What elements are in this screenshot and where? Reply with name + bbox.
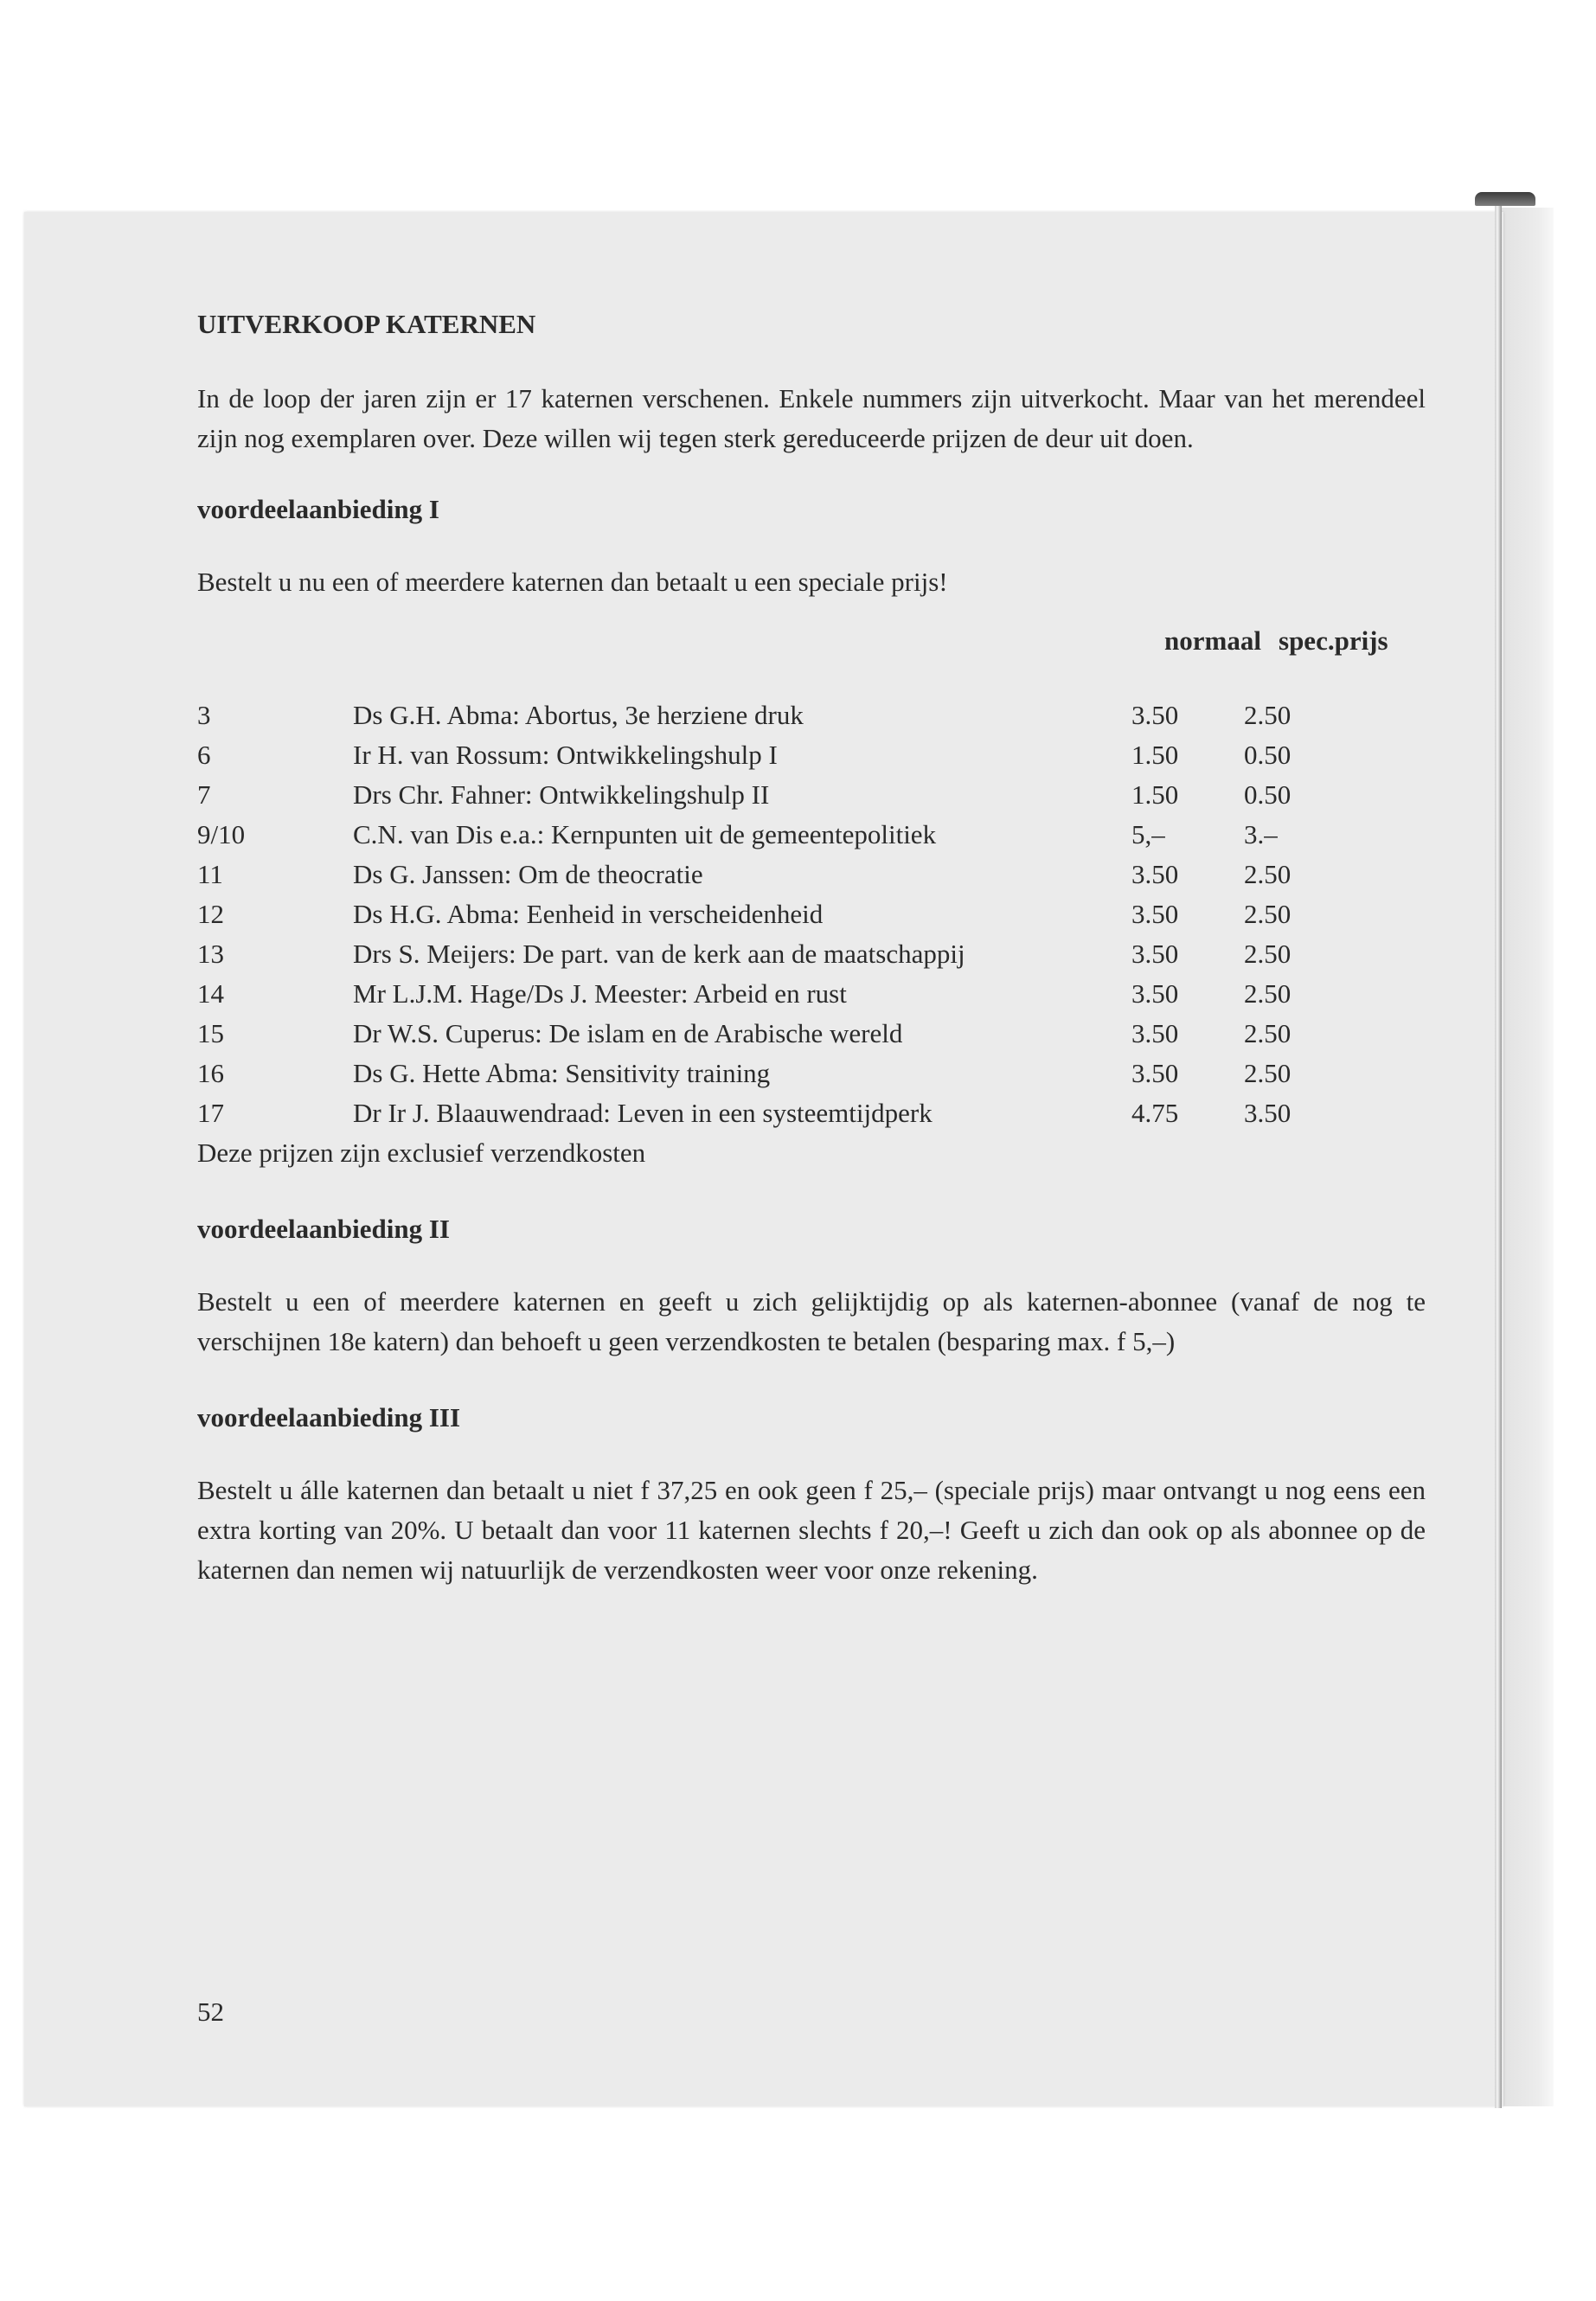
normal-price: 3.50: [1131, 1058, 1179, 1088]
katern-title: C.N. van Dis e.a.: Kernpunten uit de gemeentepolitiek: [353, 819, 937, 849]
offer-2-heading: voordeelaanbieding II: [197, 1214, 450, 1244]
normal-price: 4.75: [1131, 1098, 1179, 1128]
katern-title: Ds G. Janssen: Om de theocratie: [353, 859, 703, 889]
katern-number: 17: [197, 1098, 224, 1128]
intro-paragraph: In de loop der jaren zijn er 17 katernen verschenen. Enkele nummers zijn uitverkocht. Maar van het merendeel zijn nog exemplaren over. Deze willen wij tegen sterk gereduceerde prijzen de deur uit doen.: [197, 383, 1426, 453]
offer-1-text: Bestelt u nu een of meerdere katernen dan betaalt u een speciale prijs!: [197, 567, 948, 597]
katern-title: Drs S. Meijers: De part. van de kerk aan de maatschappij: [353, 939, 965, 969]
special-price: 2.50: [1244, 700, 1292, 730]
katern-number: 6: [197, 740, 211, 770]
table-row: [197, 894, 1426, 934]
katern-number: 9/10: [197, 819, 246, 849]
katern-title: Ds H.G. Abma: Eenheid in verscheidenheid: [353, 899, 824, 929]
katern-title: Ir H. van Rossum: Ontwikkelingshulp I: [353, 740, 778, 770]
special-price: 2.50: [1244, 899, 1292, 929]
katern-number: 11: [197, 859, 223, 889]
table-row: [197, 1093, 1426, 1133]
table-row: [197, 815, 1426, 855]
katern-title: Mr L.J.M. Hage/Ds J. Meester: Arbeid en rust: [353, 978, 847, 1009]
normal-price: 5,–: [1131, 819, 1165, 849]
page-title: UITVERKOOP KATERNEN: [197, 309, 536, 339]
offer-2-text: Bestelt u een of meerdere katernen en geeft u zich gelijktijdig op als katernen-abonnee (vanaf de nog te verschijnen 18e katern) dan behoeft u geen verzendkosten te betalen (besparing max. f 5,–): [197, 1286, 1426, 1356]
table-row: [197, 1054, 1426, 1093]
normal-price: 3.50: [1131, 939, 1179, 969]
table-row: [197, 695, 1426, 735]
normal-price: 3.50: [1131, 1018, 1179, 1048]
page-spine-edge: [1495, 201, 1502, 2108]
katern-title: Drs Chr. Fahner: Ontwikkelingshulp II: [353, 779, 770, 810]
page-clip: [1475, 192, 1535, 206]
table-row: [197, 775, 1426, 815]
price-column-headers: [197, 621, 1426, 661]
special-price: 0.50: [1244, 740, 1292, 770]
katern-number: 16: [197, 1058, 224, 1088]
table-row: [197, 855, 1426, 894]
special-price: 2.50: [1244, 1018, 1292, 1048]
column-header-spec-prijs: spec.prijs: [1279, 625, 1388, 656]
price-note: Deze prijzen zijn exclusief verzendkosten: [197, 1138, 646, 1168]
offer-3-heading: voordeelaanbieding III: [197, 1402, 461, 1433]
normal-price: 3.50: [1131, 859, 1179, 889]
katern-title: Dr W.S. Cuperus: De islam en de Arabische wereld: [353, 1018, 903, 1048]
table-row: [197, 934, 1426, 974]
special-price: 2.50: [1244, 859, 1292, 889]
katern-title: Ds G.H. Abma: Abortus, 3e herziene druk: [353, 700, 804, 730]
normal-price: 3.50: [1131, 899, 1179, 929]
normal-price: 1.50: [1131, 779, 1179, 810]
page-content: [197, 304, 1426, 1590]
special-price: 3.–: [1244, 819, 1278, 849]
normal-price: 3.50: [1131, 700, 1179, 730]
next-page-edge: [1502, 208, 1554, 2106]
normal-price: 3.50: [1131, 978, 1179, 1009]
offer-3-text: Bestelt u álle katernen dan betaalt u niet f 37,25 en ook geen f 25,– (speciale prijs) maar ontvangt u nog eens een extra korting van 20%. U betaalt dan voor 11 katernen slechts f 20,–! Geeft u zich dan ook op als abonnee op de katernen dan nemen wij natuurlijk de verzendkosten weer voor onze rekening.: [197, 1475, 1426, 1585]
special-price: 2.50: [1244, 1058, 1292, 1088]
special-price: 2.50: [1244, 939, 1292, 969]
katern-title: Ds G. Hette Abma: Sensitivity training: [353, 1058, 771, 1088]
column-header-normaal: normaal: [1164, 625, 1261, 656]
katern-number: 7: [197, 779, 211, 810]
katern-number: 13: [197, 939, 224, 969]
table-row: [197, 1014, 1426, 1054]
price-table: [197, 695, 1426, 1133]
normal-price: 1.50: [1131, 740, 1179, 770]
table-row: [197, 974, 1426, 1014]
katern-number: 15: [197, 1018, 224, 1048]
katern-number: 14: [197, 978, 224, 1009]
katern-number: 12: [197, 899, 224, 929]
special-price: 3.50: [1244, 1098, 1292, 1128]
katern-number: 3: [197, 700, 211, 730]
page-number: 52: [197, 1997, 224, 2027]
special-price: 0.50: [1244, 779, 1292, 810]
offer-1-heading: voordeelaanbieding I: [197, 494, 439, 524]
katern-title: Dr Ir J. Blaauwendraad: Leven in een systeemtijdperk: [353, 1098, 933, 1128]
table-row: [197, 735, 1426, 775]
special-price: 2.50: [1244, 978, 1292, 1009]
